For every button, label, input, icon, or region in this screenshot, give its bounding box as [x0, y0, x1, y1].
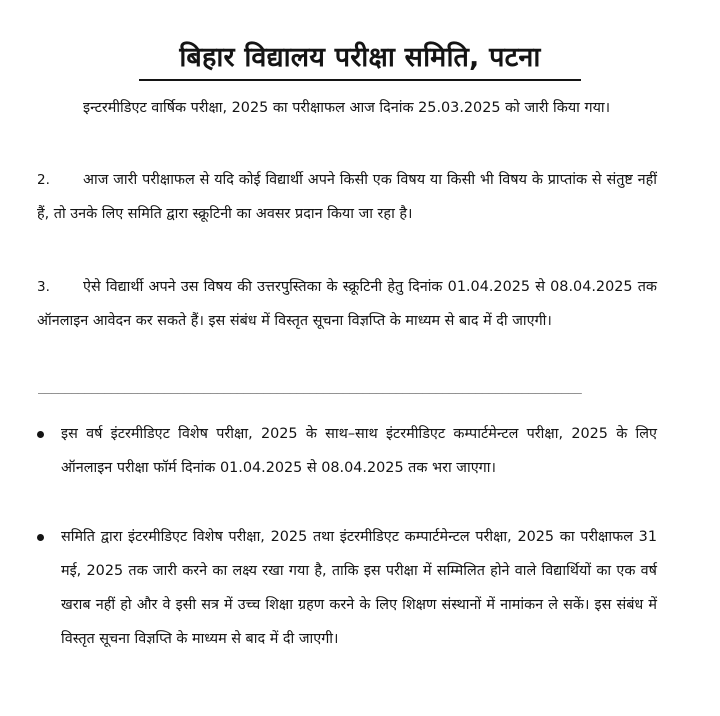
bullet-text: इस वर्ष इंटरमीडिएट विशेष परीक्षा, 2025 के साथ–साथ इंटरमीडिएट कम्पार्टमेन्टल परीक्षा, 2025 के लिए ऑनलाइन परीक्षा फॉर्म दिनांक 01.04.2025 से 08.04.2025 तक भरा जाएगा। — [61, 426, 657, 476]
bullet-text: समिति द्वारा इंटरमीडिएट विशेष परीक्षा, 2025 तथा इंटरमीडिएट कम्पार्टमेन्टल परीक्षा, 2025 का परीक्षाफल 31 मई, 2025 तक जारी करने का लक्ष्य रखा गया है, ताकि इस परीक्षा में सम्मिलित होने वाले विद्यार्थियों का एक वर्ष खराब नहीं हो और वे इसी सत्र में उच्च शिक्षा ग्रहण करने के लिए शिक्षण संस्थानों में नामांकन ले सकें। इस संबंध में विस्तृत सूचना विज्ञप्ति के माध्यम से बाद में दी जाएगी। — [61, 529, 657, 647]
bullet-item — [37, 520, 657, 656]
bullet-item — [37, 417, 657, 485]
page-title: बिहार विद्यालय परीक्षा समिति, पटना — [179, 42, 541, 73]
title-underline — [139, 79, 581, 81]
paragraph-1 — [37, 91, 657, 125]
paragraph-3-text: ऐसे विद्यार्थी अपने उस विषय की उत्तरपुस्तिका के स्क्रूटिनी हेतु दिनांक 01.04.2025 से 08.04.2025 तक ऑनलाइन आवेदन कर सकते हैं। इस संबंध में विस्तृत सूचना विज्ञप्ति के माध्यम से बाद में दी जाएगी। — [37, 279, 657, 329]
paragraph-2-text: आज जारी परीक्षाफल से यदि कोई विद्यार्थी अपने किसी एक विषय या किसी भी विषय के प्राप्तांक से संतुष्ट नहीं हैं, तो उनके लिए समिति द्वारा स्क्रूटिनी का अवसर प्रदान किया जा रहा है। — [37, 172, 657, 222]
paragraph-2-number: 2. — [37, 172, 50, 188]
bullet-dot-icon — [37, 431, 44, 438]
paragraph-1-text: इन्टरमीडिएट वार्षिक परीक्षा, 2025 का परीक्षाफल आज दिनांक 25.03.2025 को जारी किया गया। — [83, 100, 611, 116]
paragraph-2 — [37, 163, 657, 231]
paragraph-3 — [37, 270, 657, 338]
bullet-dot-icon — [37, 534, 44, 541]
paragraph-3-number: 3. — [37, 279, 50, 295]
separator-line: __________________________________________________________________________________ — [38, 380, 582, 394]
